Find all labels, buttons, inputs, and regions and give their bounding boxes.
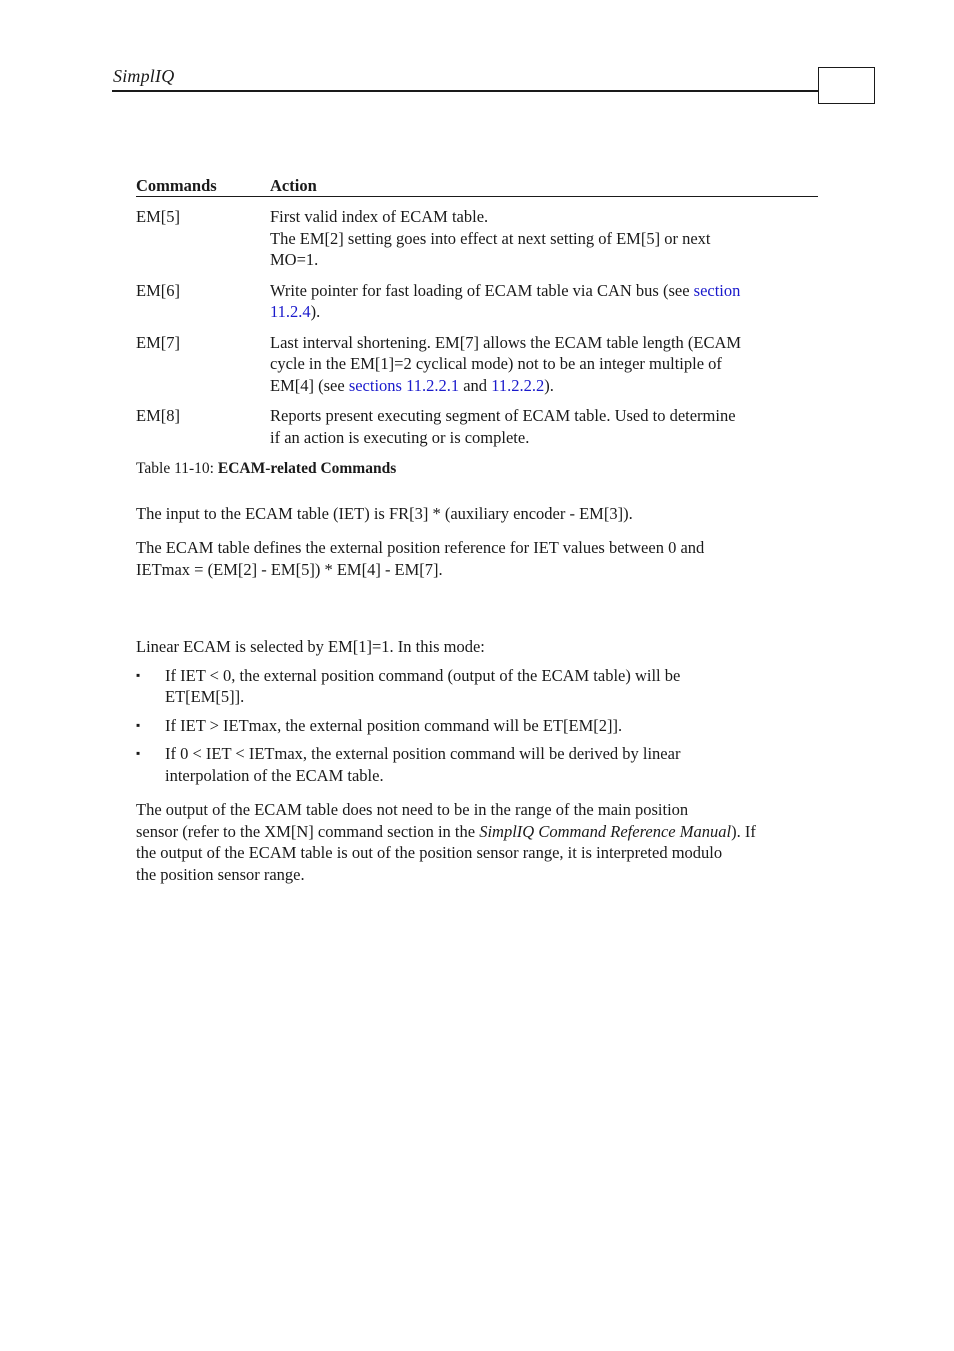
table-row	[136, 323, 818, 397]
bullet-list	[136, 665, 818, 787]
paragraph-line: IETmax = (EM[2] - EM[5]) * EM[4] - EM[7].	[136, 559, 443, 579]
paragraph-line: the position sensor range.	[136, 864, 305, 884]
action-cell	[270, 197, 818, 271]
table-row	[136, 271, 818, 323]
list-item	[136, 743, 818, 786]
action-line: First valid index of ECAM table.	[270, 207, 489, 226]
action-text: Write pointer for fast loading of ECAM table via CAN bus (see	[270, 280, 694, 300]
action-line: Last interval shortening. EM[7] allows the ECAM table length (ECAM	[270, 332, 742, 352]
action-line: MO=1.	[270, 250, 319, 269]
action-text: ).	[544, 375, 554, 395]
manual-title: SimplIQ Command Reference Manual	[479, 821, 732, 841]
action-cell	[270, 396, 818, 448]
action-text: EM[4] (see	[270, 375, 349, 395]
action-line	[270, 280, 818, 302]
page-number-box	[818, 67, 875, 104]
caption-prefix: Table 11-10:	[136, 460, 218, 477]
paragraph-text: sensor (refer to the XM[N] command section in the	[136, 821, 480, 841]
command-cell: EM[7]	[136, 332, 180, 352]
section-link[interactable]: 11.2.2.2	[491, 375, 545, 395]
bullet-marker: ▪	[136, 746, 141, 760]
paragraph-line	[136, 821, 818, 843]
paragraph-line: The ECAM table defines the external position reference for IET values between 0 and	[136, 538, 705, 557]
ecam-commands-table	[136, 174, 818, 448]
list-item	[136, 665, 818, 708]
list-item-line: If IET < 0, the external position command (output of the ECAM table) will be	[165, 665, 681, 685]
action-line: The EM[2] setting goes into effect at next setting of EM[5] or next	[270, 228, 711, 248]
column-header-commands: Commands	[136, 174, 270, 197]
list-item-line: interpolation of the ECAM table.	[165, 765, 384, 785]
action-cell	[270, 323, 818, 397]
action-line: Reports present executing segment of ECAM table. Used to determine	[270, 406, 736, 425]
paragraph-output-range	[136, 799, 818, 885]
paragraph-text: ). If	[731, 821, 756, 841]
action-text: ).	[310, 302, 321, 321]
list-item-line: If IET > IETmax, the external position command will be ET[EM[2]].	[165, 715, 623, 735]
action-text: and	[459, 375, 492, 395]
table-caption	[136, 458, 818, 480]
paragraph-iet-input: The input to the ECAM table (IET) is FR[3] * (auxiliary encoder - EM[3]).	[136, 503, 633, 523]
list-item-line: ET[EM[5]].	[165, 687, 245, 706]
action-line: cycle in the EM[1]=2 cyclical mode) not to be an integer multiple of	[270, 354, 722, 373]
section-link[interactable]: section	[693, 280, 741, 300]
paragraph-linear-ecam: Linear ECAM is selected by EM[1]=1. In this mode:	[136, 637, 485, 656]
section-link[interactable]: 11.2.4	[270, 302, 311, 321]
command-cell: EM[8]	[136, 406, 180, 425]
caption-title: ECAM-related Commands	[217, 460, 397, 477]
paragraph-ecam-definition	[136, 537, 818, 580]
bullet-marker: ▪	[136, 667, 141, 682]
command-cell: EM[5]	[136, 207, 180, 226]
section-link[interactable]: sections 11.2.2.1	[348, 375, 460, 395]
list-item	[136, 715, 818, 737]
table-row	[136, 396, 818, 448]
column-header-action: Action	[270, 174, 818, 197]
header-brand: SimplIQ	[113, 66, 175, 86]
bullet-marker: ▪	[136, 717, 141, 732]
action-line	[270, 375, 818, 397]
action-line	[270, 301, 818, 323]
page-content	[136, 174, 818, 885]
paragraph-line: the output of the ECAM table is out of the position sensor range, it is interpreted modulo	[136, 843, 723, 862]
header-rule	[112, 90, 819, 92]
table-row	[136, 197, 818, 271]
action-cell	[270, 271, 818, 323]
list-item-line: If 0 < IET < IETmax, the external position command will be derived by linear	[165, 744, 681, 763]
action-line: if an action is executing or is complete.	[270, 427, 530, 447]
command-cell: EM[6]	[136, 280, 180, 300]
paragraph-line: The output of the ECAM table does not need to be in the range of the main position	[136, 800, 689, 819]
